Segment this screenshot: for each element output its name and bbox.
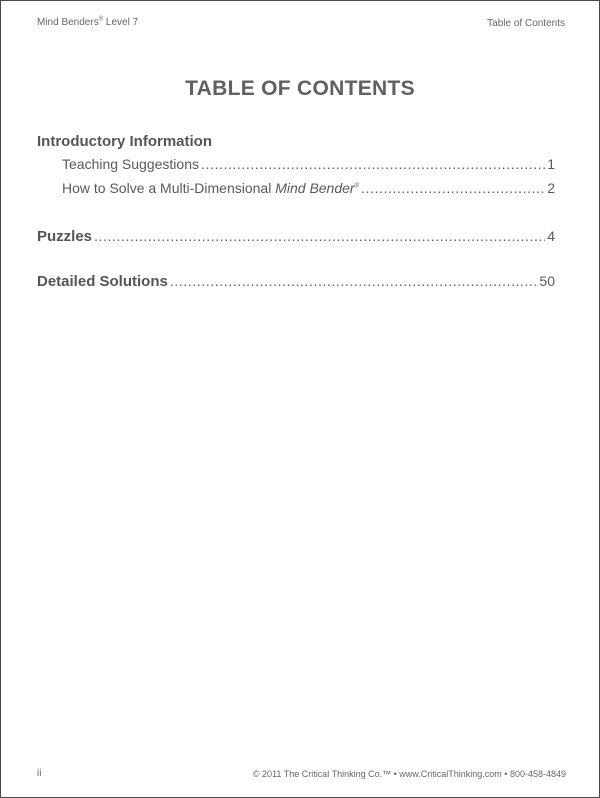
toc-entry-label: Teaching Suggestions <box>62 156 199 172</box>
toc-entry-teaching-suggestions[interactable] <box>62 156 555 172</box>
toc-dot-leader <box>201 156 545 172</box>
running-footer <box>37 768 566 782</box>
footer-page-number: ii <box>37 768 42 779</box>
toc-entry-page: 2 <box>547 180 555 196</box>
toc-entry-how-to-solve[interactable] <box>62 180 555 196</box>
toc-dot-leader <box>94 228 545 244</box>
toc-entry-puzzles[interactable] <box>37 228 555 245</box>
toc-dot-leader <box>361 180 545 196</box>
footer-copyright: © 2011 The Critical Thinking Co.™ • www.CriticalThinking.com • 800-458-4849 <box>252 769 566 779</box>
toc-entry-label: Detailed Solutions <box>37 273 168 290</box>
toc-heading-introductory-information: Introductory Information <box>37 133 212 150</box>
running-header <box>37 17 565 31</box>
toc-entry-label: How to Solve a Multi-Dimensional Mind Bender® <box>62 180 360 196</box>
toc-entry-page: 1 <box>547 156 555 172</box>
toc <box>37 132 555 302</box>
page-title: TABLE OF CONTENTS <box>185 77 415 100</box>
toc-entry-label: Puzzles <box>37 228 93 245</box>
toc-entry-page: 4 <box>547 228 555 244</box>
toc-dot-leader <box>170 273 538 289</box>
toc-entry-page: 50 <box>539 273 555 289</box>
toc-entry-detailed-solutions[interactable] <box>37 273 555 290</box>
header-section-title: Table of Contents <box>487 18 565 29</box>
header-book-title: Mind Benders® Level 7 <box>37 16 139 28</box>
